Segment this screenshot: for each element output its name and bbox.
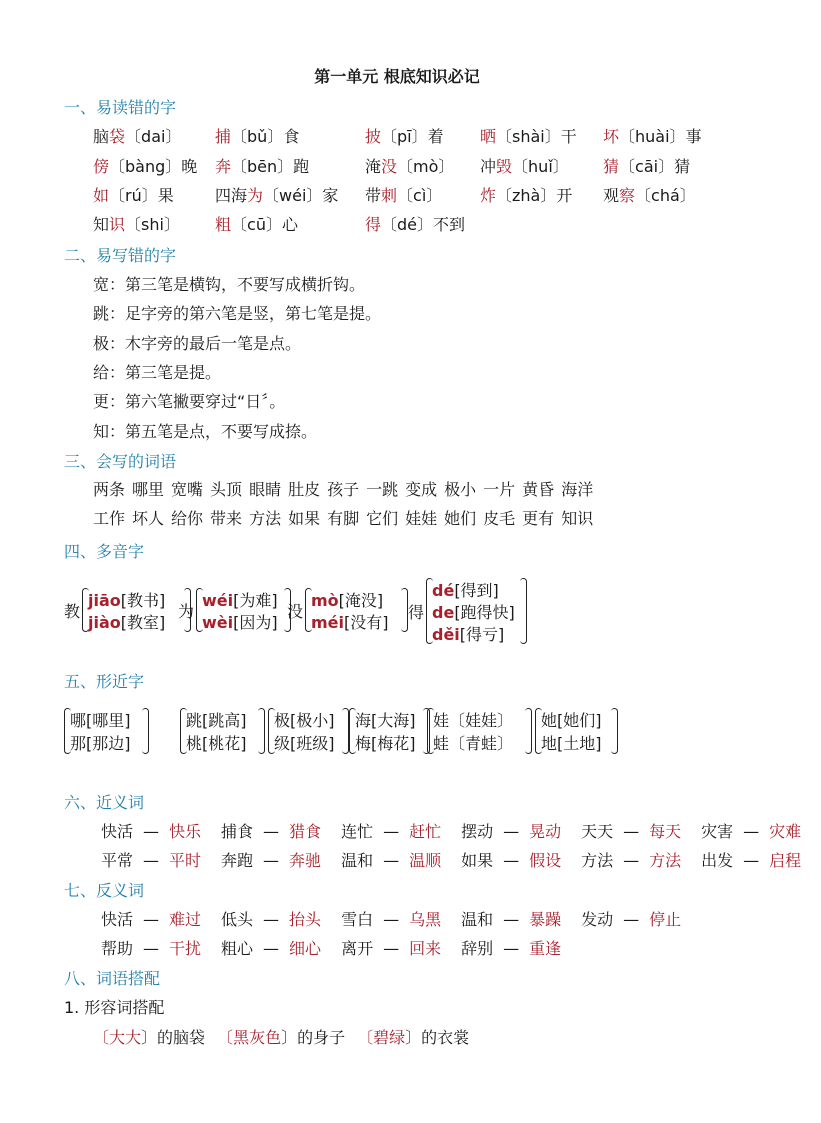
- words-row: [93, 477, 600, 500]
- synonyms-row: [101, 819, 821, 842]
- read-error-item: [215, 212, 298, 235]
- dash: —: [503, 910, 520, 929]
- section-heading-words: 三、会写的词语: [64, 452, 177, 471]
- paired-word: 乌黑: [409, 910, 442, 929]
- dash: —: [143, 939, 160, 958]
- dash: —: [383, 910, 400, 929]
- read-error-item: [480, 124, 577, 147]
- word-part: 干: [560, 127, 577, 146]
- word: 温和: [461, 910, 494, 929]
- word: 平常: [101, 851, 134, 870]
- right-brace: [525, 708, 532, 754]
- collocation-row: [93, 1025, 481, 1048]
- target-char: 得: [365, 215, 382, 234]
- polyphone-reading: [432, 578, 499, 601]
- polyphone-reading: [88, 610, 165, 633]
- target-char: 毁: [496, 157, 513, 176]
- dash: —: [383, 939, 400, 958]
- word-pair: [101, 910, 211, 929]
- word-part: 事: [685, 127, 702, 146]
- write-error-item: 更：第六笔撇要穿过“日〞。: [93, 392, 286, 411]
- word: 天天: [581, 822, 614, 841]
- dash: —: [383, 851, 400, 870]
- dash: —: [743, 851, 760, 870]
- example-word: [因为]: [233, 613, 278, 632]
- word: 两条: [93, 480, 126, 499]
- word: 变成: [405, 480, 438, 499]
- paired-word: 灾难: [769, 822, 802, 841]
- paired-word: 难过: [169, 910, 202, 929]
- word: 快活: [101, 910, 134, 929]
- word-part: 冲: [480, 157, 497, 176]
- pinyin: 〔dai〕: [125, 127, 182, 146]
- adjective: 黑灰色: [233, 1028, 282, 1047]
- bracket: 〔: [93, 1028, 110, 1047]
- dash: —: [383, 822, 400, 841]
- word-part: 晚: [181, 157, 198, 176]
- section-heading-polyphones: 四、多音字: [64, 542, 145, 561]
- paired-word: 细心: [289, 939, 322, 958]
- polyphone-reading: [202, 588, 278, 611]
- word: 发动: [581, 910, 614, 929]
- word-pair: [221, 910, 331, 929]
- word: 方法: [581, 851, 614, 870]
- read-error-item: [603, 183, 696, 206]
- pinyin: 〔shi〕: [125, 215, 180, 234]
- word-part: 带: [365, 186, 382, 205]
- paired-word: 猎食: [289, 822, 322, 841]
- paired-word: 暴躁: [529, 910, 562, 929]
- target-char: 识: [109, 215, 126, 234]
- word-pair: [581, 822, 691, 841]
- section-heading-read-errors: 一、易读错的字: [64, 98, 177, 117]
- right-brace: [258, 708, 265, 754]
- word: 快活: [101, 822, 134, 841]
- word: 她们: [444, 509, 477, 528]
- word: 肚皮: [288, 480, 321, 499]
- target-char: 捕: [215, 127, 232, 146]
- polyphone-reading: [88, 588, 165, 611]
- right-brace: [401, 588, 408, 632]
- read-error-item: [93, 183, 174, 206]
- word: 带来: [210, 509, 243, 528]
- word: 粗心: [221, 939, 254, 958]
- antonyms-row: [101, 907, 701, 930]
- word-pair: [461, 910, 571, 929]
- paired-word: 温顺: [409, 851, 442, 870]
- pinyin: 〔cū〕: [231, 215, 282, 234]
- dash: —: [263, 910, 280, 929]
- word-pair: [341, 910, 451, 929]
- word: 捕食: [221, 822, 254, 841]
- paired-word: 赶忙: [409, 822, 442, 841]
- similar-char: 她[她们]: [541, 711, 602, 730]
- read-error-item: [480, 154, 569, 177]
- target-char: 如: [93, 186, 110, 205]
- word: 摆动: [461, 822, 494, 841]
- word-part: 着: [427, 127, 444, 146]
- target-char: 没: [381, 157, 398, 176]
- pinyin: 〔shài〕: [496, 127, 561, 146]
- word: 连忙: [341, 822, 374, 841]
- right-brace: [520, 578, 527, 644]
- word: 灾害: [701, 822, 734, 841]
- dash: —: [263, 822, 280, 841]
- polyphone-reading: [311, 588, 383, 611]
- word: 低头: [221, 910, 254, 929]
- word: 哪里: [132, 480, 165, 499]
- example-word: [教书]: [120, 591, 166, 610]
- target-char: 炸: [480, 186, 497, 205]
- pinyin: 〔bēn〕: [231, 157, 294, 176]
- word-pair: [461, 822, 571, 841]
- paired-word: 重逢: [529, 939, 562, 958]
- target-char: 坏: [603, 127, 620, 146]
- adjective: 大大: [109, 1028, 142, 1047]
- dash: —: [623, 822, 640, 841]
- word-pair: [101, 939, 211, 958]
- collocation: [93, 1028, 205, 1047]
- word-part: 淹: [365, 157, 382, 176]
- word: 辞别: [461, 939, 494, 958]
- word-pair: [701, 822, 811, 841]
- example-word: [教室]: [120, 613, 166, 632]
- word-pair: [461, 939, 571, 958]
- word: 它们: [366, 509, 399, 528]
- pinyin: 〔huài〕: [619, 127, 686, 146]
- word-pair: [221, 851, 331, 870]
- example-word: [得亏]: [459, 625, 505, 644]
- polyphone-reading: [432, 622, 504, 645]
- word-pair: [101, 822, 211, 841]
- read-error-item: [365, 183, 442, 206]
- pinyin: 〔pī〕: [381, 127, 428, 146]
- dash: —: [143, 851, 160, 870]
- word: 帮助: [101, 939, 134, 958]
- read-error-item: [215, 124, 299, 147]
- polyphone-char: 为: [178, 602, 195, 621]
- section-heading-collocations: 八、词语搭配: [64, 969, 161, 988]
- dash: —: [143, 822, 160, 841]
- paired-word: 奔驰: [289, 851, 322, 870]
- word: 一片: [483, 480, 516, 499]
- word-pair: [701, 851, 811, 870]
- pinyin: 〔chá〕: [635, 186, 696, 205]
- read-error-item: [480, 183, 572, 206]
- word: 方法: [249, 509, 282, 528]
- target-char: 傍: [93, 157, 110, 176]
- target-char: 粗: [215, 215, 232, 234]
- page-title: 第一单元 根底知识必记: [314, 67, 480, 86]
- word-part: 开: [556, 186, 573, 205]
- read-error-item: [215, 183, 338, 206]
- read-error-item: [365, 154, 454, 177]
- word-part: 家: [322, 186, 339, 205]
- read-error-item: [215, 154, 309, 177]
- dash: —: [503, 822, 520, 841]
- write-error-item: 知：第五笔是点，不要写成捺。: [93, 422, 318, 441]
- paired-word: 停止: [649, 910, 682, 929]
- word: 头顶: [210, 480, 243, 499]
- word-pair: [341, 822, 451, 841]
- word-part: 果: [157, 186, 174, 205]
- dash: —: [743, 822, 760, 841]
- polyphone-reading: [311, 610, 389, 633]
- similar-char: 地[土地]: [541, 734, 602, 753]
- bracket: 〔: [217, 1028, 234, 1047]
- word: 有脚: [327, 509, 360, 528]
- paired-word: 启程: [769, 851, 802, 870]
- similar-char: 海[大海]: [355, 711, 416, 730]
- pinyin: 〔mò〕: [397, 157, 455, 176]
- section-heading-write-errors: 二、易写错的字: [64, 246, 177, 265]
- paired-word: 回来: [409, 939, 442, 958]
- word-part: 跑: [293, 157, 310, 176]
- dash: —: [143, 910, 160, 929]
- word-part: 脑: [93, 127, 110, 146]
- pinyin: děi: [432, 625, 460, 644]
- polyphone-char: 得: [408, 603, 425, 622]
- write-error-item: 跳：足字旁的第六笔是竖，第七笔是提。: [93, 304, 382, 323]
- paired-word: 干扰: [169, 939, 202, 958]
- word: 孩子: [327, 480, 360, 499]
- paired-word: 方法: [649, 851, 682, 870]
- dash: —: [623, 910, 640, 929]
- word: 一跳: [366, 480, 399, 499]
- target-char: 察: [619, 186, 636, 205]
- phrase: 〕的身子: [281, 1028, 346, 1047]
- target-char: 袋: [109, 127, 126, 146]
- similar-char: 极[极小]: [274, 711, 335, 730]
- word: 离开: [341, 939, 374, 958]
- write-error-item: 给：第三笔是提。: [93, 363, 222, 382]
- word: 黄昏: [522, 480, 555, 499]
- right-brace: [342, 708, 349, 754]
- phrase: 〕的衣裳: [405, 1028, 470, 1047]
- similar-char: 级[班级]: [274, 734, 335, 753]
- target-char: 刺: [381, 186, 398, 205]
- example-word: [为难]: [233, 591, 278, 610]
- adjective: 碧绿: [373, 1028, 406, 1047]
- pinyin: 〔zhà〕: [496, 186, 557, 205]
- word: 更有: [522, 509, 555, 528]
- section-heading-similar-chars: 五、形近字: [64, 672, 145, 691]
- pinyin: 〔huǐ〕: [512, 157, 569, 176]
- right-brace: [611, 708, 618, 754]
- paired-word: 平时: [169, 851, 202, 870]
- word-part: 不到: [433, 215, 466, 234]
- pinyin: 〔cāi〕: [619, 157, 675, 176]
- section-heading-synonyms: 六、近义词: [64, 793, 145, 812]
- paired-word: 每天: [649, 822, 682, 841]
- example-word: [淹没]: [338, 591, 384, 610]
- read-error-item: [93, 124, 181, 147]
- right-brace: [142, 708, 149, 754]
- pinyin: wéi: [202, 591, 234, 610]
- subheading-adjective-collocation: 1. 形容词搭配: [64, 998, 165, 1017]
- polyphone-reading: [432, 600, 515, 623]
- target-char: 晒: [480, 127, 497, 146]
- pinyin: 〔wéi〕: [263, 186, 323, 205]
- read-error-item: [365, 212, 465, 235]
- example-word: [没有]: [344, 613, 389, 632]
- pinyin: jiāo: [88, 591, 121, 610]
- word-part: 知: [93, 215, 110, 234]
- pinyin: méi: [311, 613, 345, 632]
- paired-word: 假设: [529, 851, 562, 870]
- dash: —: [263, 851, 280, 870]
- collocation: [217, 1028, 345, 1047]
- word-pair: [581, 851, 691, 870]
- word-part: 食: [283, 127, 300, 146]
- pinyin: mò: [311, 591, 339, 610]
- read-error-item: [93, 212, 180, 235]
- collocation: [357, 1028, 469, 1047]
- paired-word: 抬头: [289, 910, 322, 929]
- word-part: 观: [603, 186, 620, 205]
- words-row: [93, 506, 600, 529]
- word: 工作: [93, 509, 126, 528]
- dash: —: [503, 939, 520, 958]
- target-char: 猜: [603, 157, 620, 176]
- similar-char: 那[那边]: [70, 734, 131, 753]
- word: 雪白: [341, 910, 374, 929]
- target-char: 奔: [215, 157, 232, 176]
- word-pair: [581, 910, 691, 929]
- bracket: 〔: [357, 1028, 374, 1047]
- target-char: 披: [365, 127, 382, 146]
- pinyin: 〔rú〕: [109, 186, 158, 205]
- similar-char: 蛙〔青蛙〕: [433, 734, 514, 753]
- word-pair: [221, 939, 331, 958]
- similar-char: 娃〔娃娃〕: [433, 711, 514, 730]
- word: 给你: [171, 509, 204, 528]
- word: 如果: [461, 851, 494, 870]
- word: 皮毛: [483, 509, 516, 528]
- pinyin: 〔bàng〕: [109, 157, 182, 176]
- word: 眼睛: [249, 480, 282, 499]
- word: 如果: [288, 509, 321, 528]
- read-error-item: [93, 154, 197, 177]
- polyphone-reading: [202, 610, 278, 633]
- read-error-item: [365, 124, 444, 147]
- target-char: 为: [247, 186, 264, 205]
- paired-word: 晃动: [529, 822, 562, 841]
- read-error-item: [603, 154, 690, 177]
- phrase: 〕的脑袋: [141, 1028, 206, 1047]
- paired-word: 快乐: [169, 822, 202, 841]
- pinyin: 〔bǔ〕: [231, 127, 284, 146]
- pinyin: 〔cì〕: [397, 186, 443, 205]
- example-word: [跑得快]: [454, 603, 515, 622]
- word: 娃娃: [405, 509, 438, 528]
- similar-char: 桃[桃花]: [186, 734, 247, 753]
- dash: —: [503, 851, 520, 870]
- word-part: 四海: [215, 186, 248, 205]
- word: 宽嘴: [171, 480, 204, 499]
- word: 奔跑: [221, 851, 254, 870]
- word-pair: [341, 939, 451, 958]
- word: 极小: [444, 480, 477, 499]
- dash: —: [623, 851, 640, 870]
- example-word: [得到]: [454, 581, 499, 600]
- word: 温和: [341, 851, 374, 870]
- dash: —: [263, 939, 280, 958]
- word-part: 猜: [674, 157, 691, 176]
- word: 出发: [701, 851, 734, 870]
- word-pair: [461, 851, 571, 870]
- word-pair: [221, 822, 331, 841]
- polyphone-char: 没: [287, 602, 304, 621]
- word: 知识: [561, 509, 594, 528]
- similar-char: 梅[梅花]: [355, 734, 416, 753]
- pinyin: wèi: [202, 613, 234, 632]
- pinyin: 〔dé〕: [381, 215, 434, 234]
- word-pair: [101, 851, 211, 870]
- write-error-item: 宽：第三笔是横钩，不要写成横折钩。: [93, 275, 366, 294]
- synonyms-row: [101, 848, 821, 871]
- antonyms-row: [101, 936, 581, 959]
- section-heading-antonyms: 七、反义词: [64, 881, 145, 900]
- pinyin: de: [432, 603, 455, 622]
- polyphone-char: 教: [64, 602, 81, 621]
- word-pair: [341, 851, 451, 870]
- word: 坏人: [132, 509, 165, 528]
- word: 海洋: [561, 480, 594, 499]
- read-error-item: [603, 124, 702, 147]
- write-error-item: 极：木字旁的最后一笔是点。: [93, 334, 302, 353]
- pinyin: dé: [432, 581, 455, 600]
- similar-char: 跳[跳高]: [186, 711, 247, 730]
- word-part: 心: [281, 215, 298, 234]
- pinyin: jiào: [88, 613, 121, 632]
- similar-char: 哪[哪里]: [70, 711, 131, 730]
